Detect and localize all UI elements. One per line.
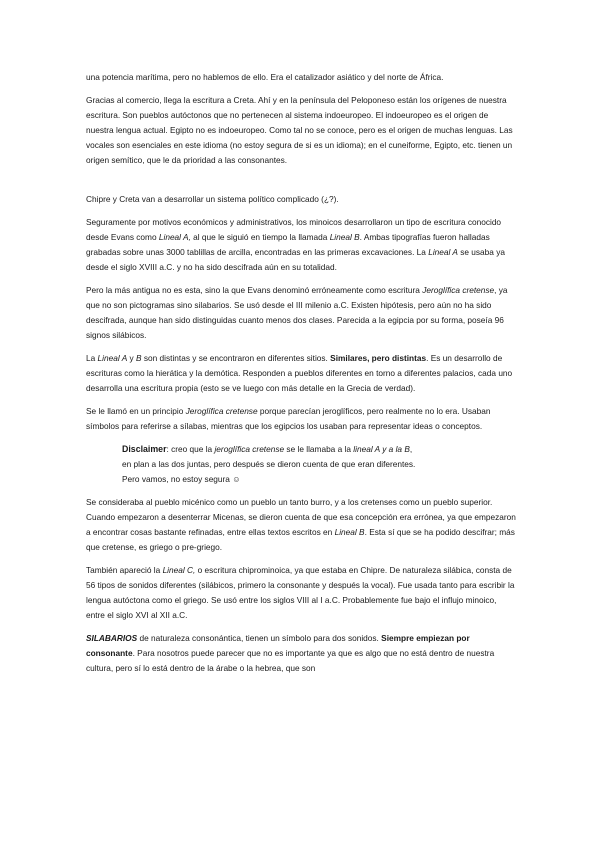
p6-lineal-a: Lineal A (97, 353, 128, 363)
p4-text-e: . Ambas tipografías fueron halladas grabadas sobre unas 3000 tablillas de arcilla, encontradas en las primeras excavaciones. La (86, 232, 490, 257)
paragraph-4 (86, 215, 516, 275)
p4-text-g: se usaba ya desde el siglo XVIII a.C. y no ha sido descifrada aún en su totalidad. (86, 247, 505, 272)
disclaimer-line-3: Pero vamos, no estoy segura ☺ (122, 474, 241, 484)
paragraph-6 (86, 351, 516, 396)
p8-text-a: Se consideraba al pueblo micénico como un pueblo un tanto burro, y a los cretenses como un pueblo superior. Cuando empezaron a desenterrar Micenas, se dieron cuenta de que esa concepción era errónea, ya que empezaron a encontrar cosas bastante refinadas, entre ellas textos escritos en (86, 497, 516, 537)
paragraph-3-text: Chipre y Creta van a desarrollar un sistema político complicado (¿?). (86, 194, 339, 204)
p9-lineal-c: Lineal C, (162, 565, 196, 575)
p4-text-a: Seguramente por motivos económicos y administrativos, los minoicos desarrollaron un tipo de escritura conocido desde Evans como (86, 217, 502, 242)
document-page (86, 70, 516, 684)
disclaimer-note (122, 442, 516, 487)
disclaimer-text-e: , (409, 444, 413, 454)
p4-lineal-a: Lineal A, (158, 232, 191, 242)
p6-text-g: . Es un desarrollo de escrituras como la hierática y la demótica. Responden a pueblos diferentes en torno a diferentes palacios, cada uno desarrolla una escritura propia (esto se ve luego con más detalle en la Grecia de verdad). (86, 353, 513, 393)
disclaimer-jeroglifica: jeroglífica cretense (214, 444, 285, 454)
p6-similares: Similares, pero distintas (330, 353, 427, 363)
p7-jeroglifica: Jeroglífica cretense (185, 406, 258, 416)
paragraph-3 (86, 192, 516, 207)
disclaimer-text-a: : creo que la (166, 444, 215, 454)
paragraph-5 (86, 283, 516, 343)
p5-text-c: , ya que no son pictogramas sino silabarios. Se usó desde el III milenio a.C. Existen hipótesis, pero aún no ha sido descifrada, aunque han sido distinguidas cuanto menos dos clases. Parecida a la egipcia por su forma, poseía 96 signos silábicos. (86, 285, 508, 340)
disclaimer-line-2: en plan a las dos juntas, pero después se dieron cuenta de que eran diferentes. (122, 459, 416, 469)
p9-text-c: o escritura chiprominoica, ya que estaba en Chipre. De naturaleza silábica, consta de 56 tipos de sonidos diferentes (silábicos, primero la consonante y después la vocal). Fue usada tanto para escribir la lengua autóctona como el griego. Se usó entre los siglos VIII al I a.C. Probablemente fue bajo el influjo minoico, entre el siglo XVI al XII a.C. (86, 565, 515, 620)
paragraph-10 (86, 631, 516, 676)
p10-silabarios: SILABARIOS (86, 633, 138, 643)
p4-text-c: al que le siguió en tiempo la llamada (190, 232, 330, 242)
paragraph-7 (86, 404, 516, 434)
p6-text-e: son distintas y se encontraron en diferentes sitios. (141, 353, 331, 363)
paragraph-8 (86, 495, 516, 555)
p8-lineal-b: Lineal B (334, 527, 365, 537)
disclaimer-line-1 (122, 442, 516, 457)
p7-text-a: Se le llamó en un principio (86, 406, 186, 416)
p5-text-a: Pero la más antigua no es esta, sino la que Evans denominó erróneamente como escritura (86, 285, 423, 295)
disclaimer-lineal: lineal A y a la B (353, 444, 410, 454)
p4-lineal-b: Lineal B (329, 232, 360, 242)
p9-text-a: También apareció la (86, 565, 163, 575)
p4-lineal-a-2: Lineal A (428, 247, 458, 257)
disclaimer-title: Disclaimer (122, 444, 167, 454)
p10-text-d: . Para nosotros puede parecer que no es importante ya que es algo que no está dentro de nuestra cultura, pero sí lo está dentro de la árabe o la hebrea, que son (86, 648, 495, 673)
p10-consonante: Siempre empiezan por consonante (86, 633, 470, 658)
p5-jeroglifica: Jeroglífica cretense (422, 285, 495, 295)
paragraph-2-text: Gracias al comercio, llega la escritura a Creta. Ahí y en la península del Peloponeso están los orígenes de nuestra escritura. Son pueblos autóctonos que no pertenecen al sistema indoeuropeo. El indoeuropeo es el origen de nuestra lengua actual. Egipto no es indoeuropeo. Como tal no se conoce, pero es el origen de muchas lenguas. Las vocales son esenciales en este idioma (no estoy segura de si es un idioma); en el cuneiforme, Egipto, etc. tienen un origen semítico, que le da prioridad a las consonantes. (86, 95, 513, 165)
p6-b: B (136, 353, 142, 363)
paragraph-9 (86, 563, 516, 623)
p7-text-c: porque parecían jeroglíficos, pero realmente no lo era. Usaban símbolos para referirse a sílabas, mientras que los egipcios los usaban para representar ideas o conceptos. (86, 406, 491, 431)
p10-text-b: de naturaleza consonántica, tienen un símbolo para dos sonidos. (137, 633, 382, 643)
paragraph-2 (86, 93, 516, 168)
paragraph-1 (86, 70, 516, 85)
p6-text-a: La (86, 353, 98, 363)
p8-text-c: . Esta sí que se ha podido descifrar; más que cretense, es griego o pre-griego. (86, 527, 515, 552)
disclaimer-text-c: se le llamaba a la (284, 444, 354, 454)
paragraph-1-text: una potencia marítima, pero no hablemos de ello. Era el catalizador asiático y del norte de África. (86, 72, 444, 82)
p6-text-c: y (127, 353, 136, 363)
